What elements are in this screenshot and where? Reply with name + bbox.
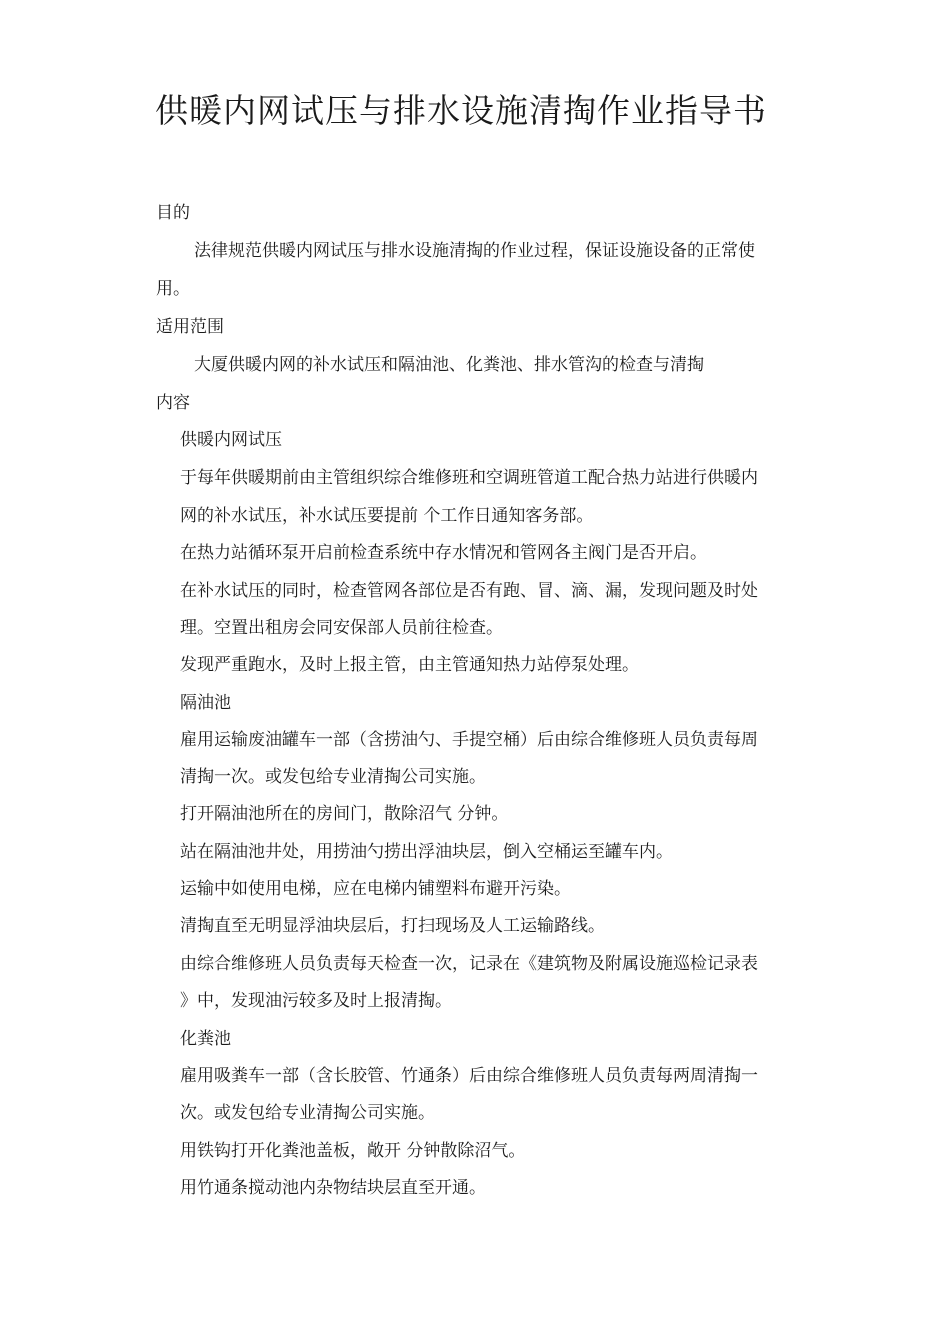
paragraph-line: 打开隔油池所在的房间门，散除沼气 分钟。 — [180, 804, 509, 824]
section-heading-purpose: 目的 — [156, 203, 190, 223]
paragraph-line: 雇用运输废油罐车一部（含捞油勺、手提空桶）后由综合维修班人员负责每周 — [180, 730, 758, 750]
paragraph-line: 在热力站循环泵开启前检查系统中存水情况和管网各主阀门是否开启。 — [180, 543, 707, 563]
paragraph-line: 雇用吸粪车一部（含长胶管、竹通条）后由综合维修班人员负责每两周清掏一 — [180, 1066, 758, 1086]
paragraph-line: 清掏一次。或发包给专业清掏公司实施。 — [180, 767, 486, 787]
paragraph-line: 》中，发现油污较多及时上报清掏。 — [180, 991, 452, 1011]
paragraph-line: 由综合维修班人员负责每天检查一次，记录在《建筑物及附属设施巡检记录表 — [180, 954, 758, 974]
paragraph-line: 发现严重跑水，及时上报主管，由主管通知热力站停泵处理。 — [180, 655, 639, 675]
paragraph-line: 用竹通条搅动池内杂物结块层直至开通。 — [180, 1178, 486, 1198]
subsection-heading-oil-trap: 隔油池 — [180, 693, 231, 713]
paragraph-line: 理。空置出租房会同安保部人员前往检查。 — [180, 618, 503, 638]
subsection-heading-septic-tank: 化粪池 — [180, 1029, 231, 1049]
subsection-heading-heating-test: 供暖内网试压 — [180, 430, 282, 450]
paragraph-line: 法律规范供暖内网试压与排水设施清掏的作业过程，保证设施设备的正常使 — [194, 241, 755, 261]
paragraph-line: 次。或发包给专业清掏公司实施。 — [180, 1103, 435, 1123]
paragraph-line: 站在隔油池井处，用捞油勺捞出浮油块层，倒入空桶运至罐车内。 — [180, 842, 673, 862]
paragraph-line: 大厦供暖内网的补水试压和隔油池、化粪池、排水管沟的检查与清掏 — [194, 355, 704, 375]
paragraph-line: 运输中如使用电梯，应在电梯内铺塑料布避开污染。 — [180, 879, 571, 899]
paragraph-line: 在补水试压的同时，检查管网各部位是否有跑、冒、滴、漏，发现问题及时处 — [180, 581, 758, 601]
paragraph-line: 用铁钩打开化粪池盖板，敞开 分钟散除沼气。 — [180, 1141, 526, 1161]
paragraph-line: 用。 — [156, 279, 190, 299]
paragraph-line: 网的补水试压，补水试压要提前 个工作日通知客务部。 — [180, 506, 594, 526]
paragraph-line: 清掏直至无明显浮油块层后，打扫现场及人工运输路线。 — [180, 916, 605, 936]
section-heading-scope: 适用范围 — [156, 317, 224, 337]
paragraph-line: 于每年供暖期前由主管组织综合维修班和空调班管道工配合热力站进行供暖内 — [180, 468, 758, 488]
document-title: 供暖内网试压与排水设施清掏作业指导书 — [155, 91, 767, 130]
section-heading-content: 内容 — [156, 393, 190, 413]
